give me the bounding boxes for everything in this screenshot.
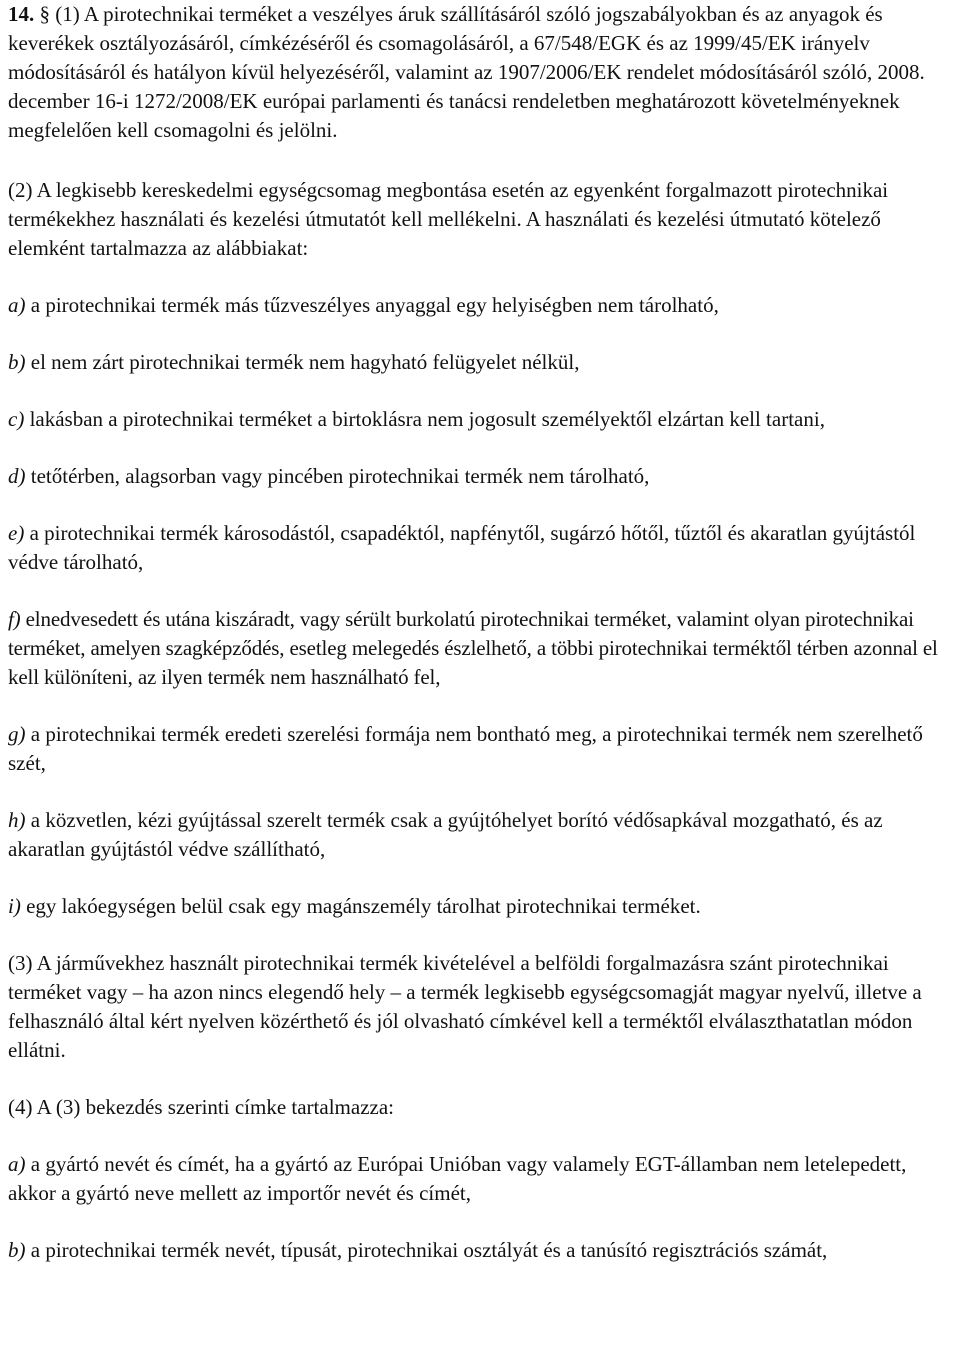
section-sign: § — [39, 2, 50, 26]
item-letter: d) — [8, 464, 26, 488]
item-text: elnedvesedett és utána kiszáradt, vagy sérült burkolatú pirotechnikai terméket, valamint olyan pirotechnikai terméket, amelyen szagképződés, esetleg melegedés észlelhető, a többi pirotechnikai terméktől térben azonnal el kell különíteni, az ilyen termék nem használható fel, — [8, 607, 938, 689]
list-item-2a — [8, 291, 956, 320]
item-letter: a) — [8, 293, 26, 317]
paragraph-14-1 — [8, 0, 956, 145]
item-letter: f) — [8, 607, 21, 631]
list-item-2c — [8, 405, 956, 434]
list-item-4b — [8, 1236, 956, 1265]
paragraph-14-3 — [8, 949, 956, 1065]
list-item-2i — [8, 892, 956, 921]
item-text: tetőtérben, alagsorban vagy pincében pirotechnikai termék nem tárolható, — [25, 464, 650, 488]
item-text: a pirotechnikai termék más tűzveszélyes anyaggal egy helyiségben nem tárolható, — [25, 293, 719, 317]
list-item-2b — [8, 348, 956, 377]
paragraph-text: (4) A (3) bekezdés szerinti címke tartalmazza: — [8, 1095, 394, 1119]
list-item-2g — [8, 720, 956, 778]
paragraph-text: (1) A pirotechnikai terméket a veszélyes áruk szállításáról szóló jogszabályokban és az anyagok és keverékek osztályozásáról, címkézéséről és csomagolásáról, a 67/548/EGK és az 1999/45/EK irányelv módosításáról és hatályon kívül helyezéséről, valamint az 1907/2006/EK rendelet módosításáról szóló, 2008. december 16-i 1272/2008/EK európai parlamenti és tanácsi rendeletben meghatározott követelményeknek megfelelően kell csomagolni és jelölni. — [8, 2, 925, 142]
item-text: egy lakóegységen belül csak egy magánszemély tárolhat pirotechnikai terméket. — [20, 894, 701, 918]
document-page — [8, 0, 956, 1293]
item-text: a közvetlen, kézi gyújtással szerelt termék csak a gyújtóhelyet borító védősapkával mozgatható, és az akaratlan gyújtástól védve szállítható, — [8, 808, 883, 861]
item-text: a pirotechnikai termék károsodástól, csapadéktól, napfénytől, sugárzó hőtől, tűztől és akaratlan gyújtástól védve tárolható, — [8, 521, 916, 574]
section-number: 14. — [8, 2, 35, 26]
item-text: a gyártó nevét és címét, ha a gyártó az Európai Unióban vagy valamely EGT-államban nem letelepedett, akkor a gyártó neve mellett az importőr nevét és címét, — [8, 1152, 907, 1205]
paragraph-text: (2) A legkisebb kereskedelmi egységcsomag megbontása esetén az egyenként forgalmazott pirotechnikai termékekhez használati és kezelési útmutatót kell mellékelni. A használati és kezelési útmutató kötelező elemként tartalmazza az alábbiakat: — [8, 178, 889, 260]
item-text: a pirotechnikai termék nevét, típusát, pirotechnikai osztályát és a tanúsító regisztrációs számát, — [25, 1238, 828, 1262]
paragraph-text: (3) A járművekhez használt pirotechnikai termék kivételével a belföldi forgalmazásra szánt pirotechnikai terméket vagy – ha azon nincs elegendő hely – a termék legkisebb egységcsomagját magyar nyelvű, illetve a felhasználó által kért nyelven közérthető és jól olvasható címkével kell a terméktől elválaszthatatlan módon ellátni. — [8, 951, 922, 1062]
list-item-4a — [8, 1150, 956, 1208]
list-item-2h — [8, 806, 956, 864]
item-letter: i) — [8, 894, 21, 918]
item-letter: b) — [8, 1238, 26, 1262]
item-text: a pirotechnikai termék eredeti szerelési formája nem bontható meg, a pirotechnikai termék nem szerelhető szét, — [8, 722, 923, 775]
item-letter: a) — [8, 1152, 26, 1176]
list-item-2e — [8, 519, 956, 577]
item-letter: e) — [8, 521, 25, 545]
paragraph-14-4 — [8, 1093, 956, 1122]
item-letter: b) — [8, 350, 26, 374]
item-text: el nem zárt pirotechnikai termék nem hagyható felügyelet nélkül, — [25, 350, 580, 374]
list-item-2d — [8, 462, 956, 491]
paragraph-14-2 — [8, 176, 956, 263]
item-letter: g) — [8, 722, 26, 746]
item-letter: c) — [8, 407, 25, 431]
item-text: lakásban a pirotechnikai terméket a birtoklásra nem jogosult személyektől elzártan kell tartani, — [24, 407, 825, 431]
list-item-2f — [8, 605, 956, 692]
item-letter: h) — [8, 808, 26, 832]
